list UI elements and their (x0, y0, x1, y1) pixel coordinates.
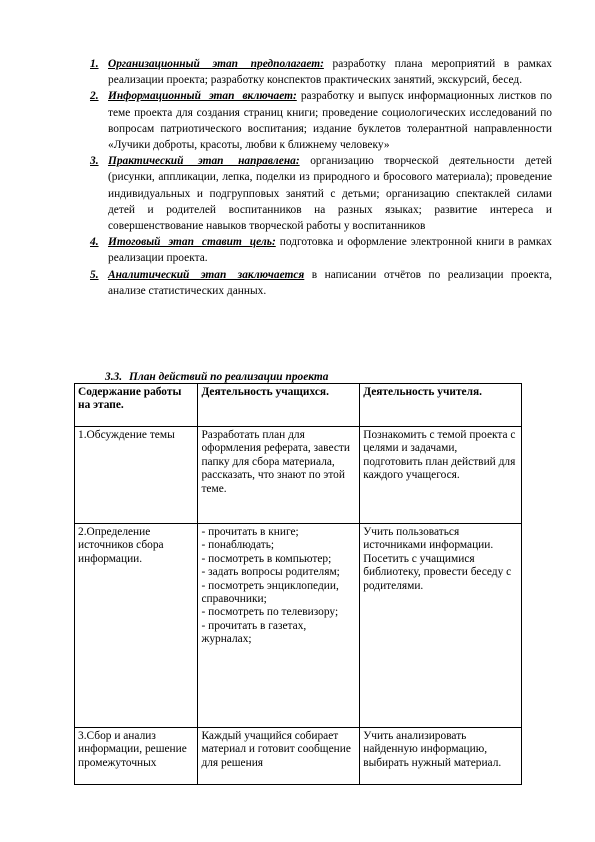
stage-text: разработку плана мероприятий в рамках реализации проекта; разработку конспектов практических занятий, экскурсий, бесед. (108, 58, 552, 87)
project-stages-list (90, 56, 552, 299)
stage-text: разработку и выпуск информационных листков по теме проекта для создания страниц книги; проведение социологических исследований по вопросам патриотического воспитания; издание буклетов толерантной направленности «Лучики доброты, красоты, любви к ближнему человеку» (108, 90, 552, 152)
header-student-activity: Деятельность учащихся. (198, 384, 360, 427)
stage-lead: Информационный этап включает: (108, 90, 297, 103)
stage-number: 1. (90, 58, 99, 70)
section-number: 3.3. (105, 371, 123, 383)
table-cell: 2.Определение источников сбора информации. (75, 524, 198, 728)
stage-number: 3. (90, 155, 99, 168)
header-teacher-activity: Деятельность учителя. (360, 384, 522, 427)
table-row (75, 427, 522, 524)
stage-number: 2. (90, 90, 99, 103)
action-plan-table (74, 383, 522, 785)
table-cell: Разработать план для оформления реферата, завести папку для сбора материала, рассказать, что знают по этой теме. (198, 427, 360, 524)
table-cell: Учить анализировать найденную информацию, выбирать нужный материал. (360, 728, 522, 785)
stage-item (90, 153, 552, 234)
table-header-row (75, 384, 522, 427)
stage-lead: Организационный этап предполагает: (108, 58, 324, 70)
stage-text: организацию творческой деятельности детей (рисунки, аппликации, лепка, поделки из природного и бросового материала); проведение индивидуальных и подгрупповых занятий с детьми; организацию спектаклей силами детей и родителей воспитанников на разных языках; развитие интереса и совершенствование навыков творческой работы у воспитанников (108, 155, 552, 233)
table-row (75, 728, 522, 785)
table-cell: 3.Сбор и анализ информации, решение промежуточных (75, 728, 198, 785)
header-stage-content: Содержание работы на этапе. (75, 384, 198, 427)
stage-lead: Аналитический этап заключается (108, 268, 305, 281)
stage-text: в написании отчётов по реализации проекта, анализе статистических данных. (108, 268, 552, 297)
stage-item (90, 267, 552, 299)
stage-item (90, 234, 552, 266)
stage-item (90, 88, 552, 153)
table-cell: Познакомить с темой проекта с целями и задачами, подготовить план действий для каждого учащегося. (360, 427, 522, 524)
section-heading (105, 370, 328, 384)
stage-number: 5. (90, 268, 99, 281)
stage-number: 4. (90, 236, 99, 249)
stage-lead: Итоговый этап ставит цель: (108, 236, 276, 249)
stage-item (90, 56, 552, 88)
stage-lead: Практический этап направлена: (108, 155, 300, 168)
table-row (75, 524, 522, 728)
table-cell: Каждый учащийся собирает материал и готовит сообщение для решения (198, 728, 360, 785)
sources-list: - прочитать в книге; - понаблюдать; - посмотреть в компьютер; - задать вопросы родителям; - посмотреть энциклопедии, справочники; - посмотреть по телевизору; - прочитать в газетах, журналах; (201, 526, 340, 646)
table-cell: 1.Обсуждение темы (75, 427, 198, 524)
table-cell: Учить пользоваться источниками информации. Посетить с учащимися библиотеку, провести беседу с родителями. (360, 524, 522, 728)
section-title: План действий по реализации проекта (129, 371, 329, 383)
stage-text: подготовка и оформление электронной книги в рамках реализации проекта. (108, 236, 552, 265)
table-cell (198, 524, 360, 728)
